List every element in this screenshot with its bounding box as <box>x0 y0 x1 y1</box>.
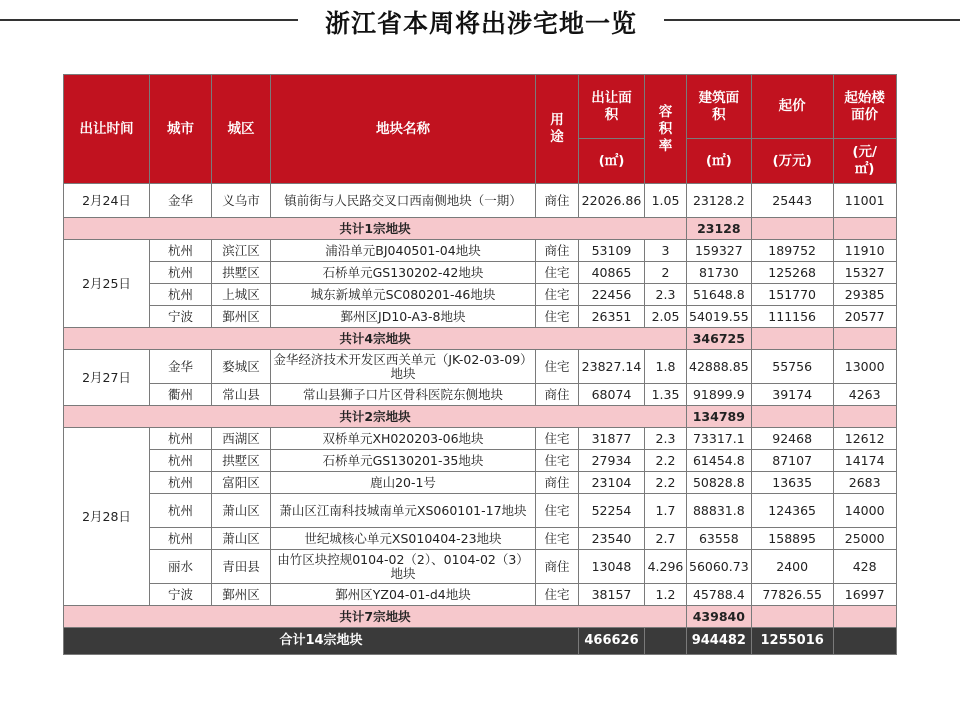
land-table <box>63 74 897 655</box>
cell-usage: 商住 <box>536 472 579 494</box>
subtotal-label: 共计7宗地块 <box>64 606 687 628</box>
cell-floor-price: 14000 <box>833 494 896 528</box>
cell-far: 2.05 <box>645 306 687 328</box>
cell-price: 92468 <box>751 428 833 450</box>
cell-date: 2月27日 <box>64 350 150 406</box>
table-row <box>64 472 897 494</box>
total-far <box>645 628 687 655</box>
header-row <box>64 75 897 139</box>
cell-site-area: 40865 <box>579 262 645 284</box>
cell-district: 婺城区 <box>212 350 271 384</box>
cell-district: 鄞州区 <box>212 306 271 328</box>
total-floor-price <box>833 628 896 655</box>
total-gfa: 944482 <box>687 628 752 655</box>
cell-city: 金华 <box>150 350 212 384</box>
cell-gfa: 91899.9 <box>687 384 752 406</box>
cell-site-area: 27934 <box>579 450 645 472</box>
cell-gfa: 23128.2 <box>687 184 752 218</box>
subtotal-gfa: 346725 <box>687 328 752 350</box>
cell-price: 25443 <box>751 184 833 218</box>
cell-floor-price: 16997 <box>833 584 896 606</box>
cell-city: 丽水 <box>150 550 212 584</box>
cell-district: 拱墅区 <box>212 450 271 472</box>
cell-name: 世纪城核心单元XS010404-23地块 <box>271 528 536 550</box>
cell-price: 151770 <box>751 284 833 306</box>
cell-floor-price: 20577 <box>833 306 896 328</box>
cell-district: 上城区 <box>212 284 271 306</box>
subtotal-gfa: 439840 <box>687 606 752 628</box>
subtotal-blank <box>751 218 833 240</box>
subtotal-row <box>64 606 897 628</box>
subtotal-blank <box>751 406 833 428</box>
cell-district: 拱墅区 <box>212 262 271 284</box>
table-row <box>64 284 897 306</box>
total-label: 合计14宗地块 <box>64 628 579 655</box>
page-header <box>0 0 960 44</box>
cell-price: 77826.55 <box>751 584 833 606</box>
cell-usage: 住宅 <box>536 528 579 550</box>
cell-far: 1.7 <box>645 494 687 528</box>
cell-floor-price: 12612 <box>833 428 896 450</box>
header-gfa: 建筑面积 <box>687 75 752 139</box>
cell-district: 常山县 <box>212 384 271 406</box>
cell-district: 富阳区 <box>212 472 271 494</box>
cell-district: 滨江区 <box>212 240 271 262</box>
cell-site-area: 13048 <box>579 550 645 584</box>
subtotal-gfa: 134789 <box>687 406 752 428</box>
cell-usage: 住宅 <box>536 584 579 606</box>
cell-far: 2.3 <box>645 428 687 450</box>
cell-district: 萧山区 <box>212 528 271 550</box>
table-row <box>64 450 897 472</box>
cell-floor-price: 29385 <box>833 284 896 306</box>
cell-floor-price: 11001 <box>833 184 896 218</box>
cell-usage: 住宅 <box>536 494 579 528</box>
table-row <box>64 262 897 284</box>
cell-far: 4.296 <box>645 550 687 584</box>
header-far: 容积率 <box>645 75 687 184</box>
cell-price: 111156 <box>751 306 833 328</box>
cell-floor-price: 428 <box>833 550 896 584</box>
subtotal-blank <box>833 406 896 428</box>
cell-district: 萧山区 <box>212 494 271 528</box>
header-city: 城市 <box>150 75 212 184</box>
cell-name: 城东新城单元SC080201-46地块 <box>271 284 536 306</box>
cell-district: 义乌市 <box>212 184 271 218</box>
cell-city: 杭州 <box>150 240 212 262</box>
cell-far: 1.35 <box>645 384 687 406</box>
cell-name: 石桥单元GS130202-42地块 <box>271 262 536 284</box>
unit-gfa: (㎡) <box>687 139 752 184</box>
cell-gfa: 63558 <box>687 528 752 550</box>
cell-usage: 商住 <box>536 384 579 406</box>
cell-price: 124365 <box>751 494 833 528</box>
cell-site-area: 53109 <box>579 240 645 262</box>
header-site-area: 出让面积 <box>579 75 645 139</box>
cell-far: 1.05 <box>645 184 687 218</box>
cell-floor-price: 13000 <box>833 350 896 384</box>
cell-name: 镇前街与人民路交叉口西南侧地块（一期） <box>271 184 536 218</box>
cell-gfa: 81730 <box>687 262 752 284</box>
cell-site-area: 23540 <box>579 528 645 550</box>
cell-floor-price: 15327 <box>833 262 896 284</box>
cell-usage: 住宅 <box>536 306 579 328</box>
cell-name: 萧山区江南科技城南单元XS060101-17地块 <box>271 494 536 528</box>
cell-price: 39174 <box>751 384 833 406</box>
cell-name: 双桥单元XH020203-06地块 <box>271 428 536 450</box>
page-title: 浙江省本周将出涉宅地一览 <box>324 9 637 38</box>
table-row <box>64 306 897 328</box>
header-name: 地块名称 <box>271 75 536 184</box>
cell-site-area: 68074 <box>579 384 645 406</box>
cell-city: 金华 <box>150 184 212 218</box>
subtotal-label: 共计4宗地块 <box>64 328 687 350</box>
header-price: 起价 <box>751 75 833 139</box>
cell-floor-price: 4263 <box>833 384 896 406</box>
unit-price: (万元) <box>751 139 833 184</box>
subtotal-label: 共计1宗地块 <box>64 218 687 240</box>
subtotal-row <box>64 218 897 240</box>
cell-gfa: 56060.73 <box>687 550 752 584</box>
cell-far: 3 <box>645 240 687 262</box>
cell-name: 金华经济技术开发区西关单元（JK-02-03-09）地块 <box>271 350 536 384</box>
subtotal-blank <box>833 218 896 240</box>
cell-far: 2.2 <box>645 450 687 472</box>
unit-site-area: (㎡) <box>579 139 645 184</box>
cell-gfa: 54019.55 <box>687 306 752 328</box>
cell-far: 1.2 <box>645 584 687 606</box>
cell-usage: 商住 <box>536 184 579 218</box>
cell-name: 由竹区块控规0104-02（2）、0104-02（3）地块 <box>271 550 536 584</box>
table-row <box>64 384 897 406</box>
cell-site-area: 38157 <box>579 584 645 606</box>
subtotal-gfa: 23128 <box>687 218 752 240</box>
cell-far: 2.3 <box>645 284 687 306</box>
cell-far: 2.7 <box>645 528 687 550</box>
cell-floor-price: 2683 <box>833 472 896 494</box>
cell-city: 杭州 <box>150 428 212 450</box>
cell-usage: 商住 <box>536 240 579 262</box>
cell-site-area: 26351 <box>579 306 645 328</box>
total-row <box>64 628 897 655</box>
cell-price: 158895 <box>751 528 833 550</box>
cell-floor-price: 14174 <box>833 450 896 472</box>
cell-city: 杭州 <box>150 450 212 472</box>
cell-district: 西湖区 <box>212 428 271 450</box>
cell-far: 2.2 <box>645 472 687 494</box>
cell-gfa: 50828.8 <box>687 472 752 494</box>
subtotal-blank <box>833 606 896 628</box>
cell-usage: 住宅 <box>536 262 579 284</box>
total-site-area: 466626 <box>579 628 645 655</box>
cell-price: 125268 <box>751 262 833 284</box>
cell-site-area: 23104 <box>579 472 645 494</box>
cell-usage: 住宅 <box>536 428 579 450</box>
subtotal-row <box>64 406 897 428</box>
cell-site-area: 23827.14 <box>579 350 645 384</box>
cell-name: 石桥单元GS130201-35地块 <box>271 450 536 472</box>
cell-usage: 商住 <box>536 550 579 584</box>
header-floor-price: 起始楼面价 <box>833 75 896 139</box>
table-row <box>64 584 897 606</box>
title-rule-right <box>664 19 960 21</box>
cell-price: 13635 <box>751 472 833 494</box>
cell-name: 常山县狮子口片区骨科医院东侧地块 <box>271 384 536 406</box>
cell-gfa: 159327 <box>687 240 752 262</box>
cell-city: 宁波 <box>150 584 212 606</box>
subtotal-label: 共计2宗地块 <box>64 406 687 428</box>
table-row <box>64 494 897 528</box>
cell-date: 2月25日 <box>64 240 150 328</box>
table-row <box>64 428 897 450</box>
unit-floor-price: (元/㎡) <box>833 139 896 184</box>
table-row <box>64 350 897 384</box>
table-row <box>64 240 897 262</box>
cell-name: 浦沿单元BJ040501-04地块 <box>271 240 536 262</box>
cell-city: 杭州 <box>150 284 212 306</box>
cell-district: 青田县 <box>212 550 271 584</box>
cell-usage: 住宅 <box>536 450 579 472</box>
header-usage: 用途 <box>536 75 579 184</box>
cell-far: 1.8 <box>645 350 687 384</box>
cell-floor-price: 11910 <box>833 240 896 262</box>
cell-site-area: 22456 <box>579 284 645 306</box>
cell-district: 鄞州区 <box>212 584 271 606</box>
cell-name: 鹿山20-1号 <box>271 472 536 494</box>
cell-gfa: 73317.1 <box>687 428 752 450</box>
subtotal-blank <box>751 328 833 350</box>
cell-name: 鄞州区JD10-A3-8地块 <box>271 306 536 328</box>
cell-usage: 住宅 <box>536 350 579 384</box>
table-row <box>64 550 897 584</box>
cell-usage: 住宅 <box>536 284 579 306</box>
cell-date: 2月24日 <box>64 184 150 218</box>
cell-city: 杭州 <box>150 262 212 284</box>
cell-gfa: 61454.8 <box>687 450 752 472</box>
cell-price: 87107 <box>751 450 833 472</box>
cell-site-area: 22026.86 <box>579 184 645 218</box>
cell-name: 鄞州区YZ04-01-d4地块 <box>271 584 536 606</box>
cell-city: 杭州 <box>150 472 212 494</box>
cell-city: 杭州 <box>150 494 212 528</box>
table-row <box>64 184 897 218</box>
table-row <box>64 528 897 550</box>
cell-gfa: 51648.8 <box>687 284 752 306</box>
cell-gfa: 45788.4 <box>687 584 752 606</box>
title-rule-left <box>0 19 298 21</box>
subtotal-blank <box>833 328 896 350</box>
cell-site-area: 52254 <box>579 494 645 528</box>
cell-far: 2 <box>645 262 687 284</box>
cell-price: 55756 <box>751 350 833 384</box>
subtotal-blank <box>751 606 833 628</box>
cell-price: 2400 <box>751 550 833 584</box>
cell-gfa: 88831.8 <box>687 494 752 528</box>
cell-site-area: 31877 <box>579 428 645 450</box>
cell-date: 2月28日 <box>64 428 150 606</box>
subtotal-row <box>64 328 897 350</box>
cell-city: 衢州 <box>150 384 212 406</box>
cell-floor-price: 25000 <box>833 528 896 550</box>
cell-gfa: 42888.85 <box>687 350 752 384</box>
cell-price: 189752 <box>751 240 833 262</box>
header-district: 城区 <box>212 75 271 184</box>
total-price: 1255016 <box>751 628 833 655</box>
cell-city: 宁波 <box>150 306 212 328</box>
cell-city: 杭州 <box>150 528 212 550</box>
header-time: 出让时间 <box>64 75 150 184</box>
